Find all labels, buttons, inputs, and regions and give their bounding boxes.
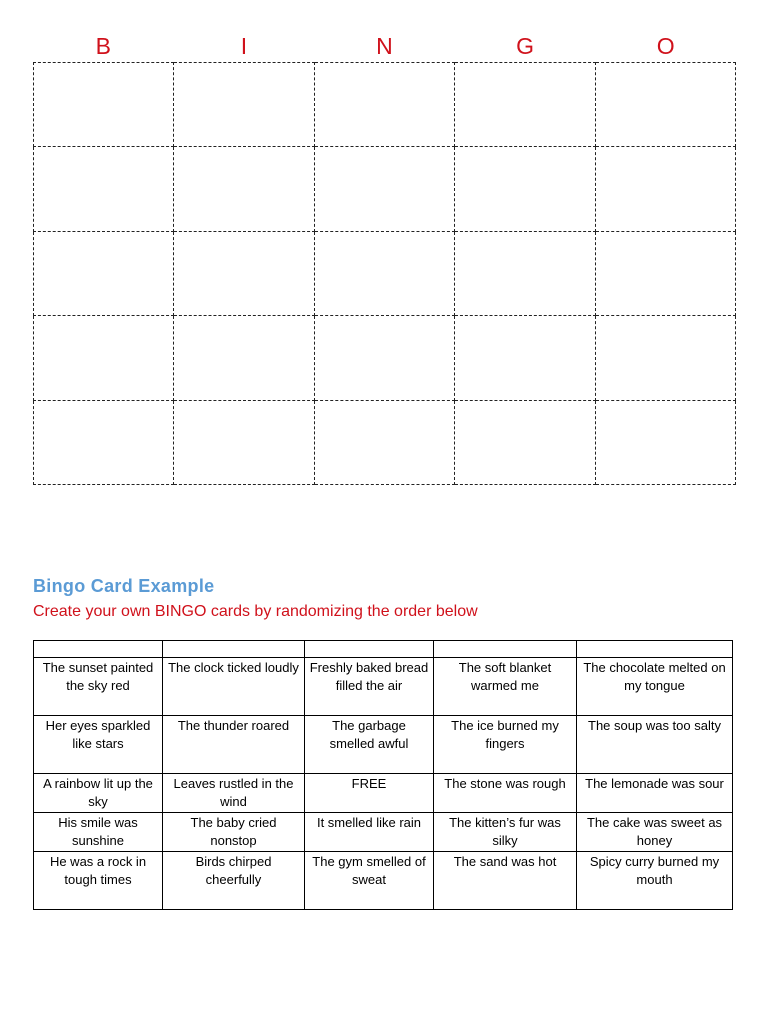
bingo-cell [314,400,454,484]
bingo-cell [34,231,174,315]
free-cell: FREE [305,774,434,813]
table-cell: The ice burned my fingers [434,716,577,774]
bingo-cell [34,63,174,147]
bingo-letter-g: G [516,33,535,59]
table-cell: The baby cried nonstop [163,813,305,852]
table-cell: The cake was sweet as honey [577,813,733,852]
bingo-cell [174,400,314,484]
bingo-cell [595,63,735,147]
bingo-cell [174,316,314,400]
bingo-grid-row [34,147,736,231]
bingo-cell [595,316,735,400]
table-cell: Leaves rustled in the wind [163,774,305,813]
bingo-cell [455,231,595,315]
bingo-cell [174,231,314,315]
table-cell: The lemonade was sour [577,774,733,813]
bingo-cell [174,147,314,231]
blank-cell [163,641,305,658]
table-cell: His smile was sunshine [34,813,163,852]
bingo-grid-row [34,63,736,147]
blank-header-row [34,641,733,658]
table-cell: He was a rock in tough times [34,852,163,910]
table-cell: Birds chirped cheerfully [163,852,305,910]
table-cell: The clock ticked loudly [163,658,305,716]
bingo-cell [455,400,595,484]
bingo-cell [314,63,454,147]
bingo-letter-n: N [376,33,393,59]
table-cell: The thunder roared [163,716,305,774]
bingo-cell [34,147,174,231]
section-subtitle: Create your own BINGO cards by randomizing the order below [33,603,478,620]
example-table [33,640,733,910]
bingo-cell [595,400,735,484]
bingo-cell [34,316,174,400]
bingo-cell [174,63,314,147]
bingo-grid-row [34,316,736,400]
table-cell: The soup was too salty [577,716,733,774]
table-cell: The gym smelled of sweat [305,852,434,910]
blank-cell [305,641,434,658]
table-cell: The kitten’s fur was silky [434,813,577,852]
bingo-cell [314,147,454,231]
blank-cell [434,641,577,658]
bingo-letter-b: B [95,33,111,59]
table-cell: The stone was rough [434,774,577,813]
bingo-cell [455,147,595,231]
bingo-grid [33,62,736,485]
blank-cell [34,641,163,658]
table-row [34,658,733,716]
table-cell: The chocolate melted on my tongue [577,658,733,716]
table-cell: It smelled like rain [305,813,434,852]
table-cell: The garbage smelled awful [305,716,434,774]
bingo-cell [595,147,735,231]
table-row [34,716,733,774]
table-cell: Spicy curry burned my mouth [577,852,733,910]
bingo-cell [455,316,595,400]
table-cell: Freshly baked bread filled the air [305,658,434,716]
table-cell: A rainbow lit up the sky [34,774,163,813]
bingo-grid-row [34,231,736,315]
table-row [34,774,733,813]
bingo-cell [34,400,174,484]
table-row [34,813,733,852]
table-cell: Her eyes sparkled like stars [34,716,163,774]
table-row [34,852,733,910]
bingo-cell [314,316,454,400]
bingo-grid-row [34,400,736,484]
bingo-cell [595,231,735,315]
bingo-cell [314,231,454,315]
blank-cell [577,641,733,658]
table-cell: The soft blanket warmed me [434,658,577,716]
bingo-letter-i: I [240,33,248,59]
bingo-cell [455,63,595,147]
bingo-letter-o: O [656,33,675,59]
table-cell: The sand was hot [434,852,577,910]
section-title: Bingo Card Example [33,576,215,596]
table-cell: The sunset painted the sky red [34,658,163,716]
bingo-header [33,32,736,60]
